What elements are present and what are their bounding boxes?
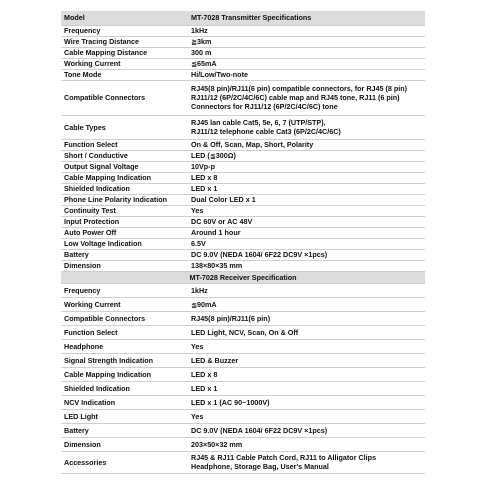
table-row bbox=[61, 311, 425, 325]
spec-value bbox=[188, 367, 425, 381]
spec-value-line: Yes bbox=[191, 341, 204, 351]
spec-value bbox=[188, 47, 425, 58]
spec-value bbox=[188, 249, 425, 260]
spec-value bbox=[188, 58, 425, 69]
spec-key: Cable Types bbox=[61, 115, 188, 139]
spec-value-line: 138×80×35 mm bbox=[191, 261, 243, 270]
spec-value bbox=[188, 36, 425, 47]
spec-key: Input Protection bbox=[61, 216, 188, 227]
spec-key: Short / Conductive bbox=[61, 150, 188, 161]
spec-value bbox=[188, 227, 425, 238]
table-row bbox=[61, 353, 425, 367]
spec-value-line: 1kHz bbox=[191, 285, 208, 295]
spec-value-line: 203×50×32 mm bbox=[191, 439, 243, 449]
spec-key: Dimension bbox=[61, 260, 188, 271]
spec-value-line: RJ11/12 telephone cable Cat3 (6P/2C/4C/6C) bbox=[191, 127, 341, 136]
spec-key: Shielded Indication bbox=[61, 183, 188, 194]
spec-value-line: 6.5V bbox=[191, 239, 206, 248]
spec-key: Cable Mapping Indication bbox=[61, 367, 188, 381]
spec-key: Cable Mapping Indication bbox=[61, 172, 188, 183]
spec-value bbox=[188, 437, 425, 451]
table-row bbox=[61, 249, 425, 260]
spec-value bbox=[188, 381, 425, 395]
spec-key: Compatible Connectors bbox=[61, 80, 188, 115]
table-row bbox=[61, 297, 425, 311]
spec-value bbox=[188, 139, 425, 150]
spec-value bbox=[188, 297, 425, 311]
spec-value bbox=[188, 172, 425, 183]
spec-value-line: LED Light, NCV, Scan, On & Off bbox=[191, 327, 299, 337]
spec-key: Function Select bbox=[61, 325, 188, 339]
spec-key: Dimension bbox=[61, 437, 188, 451]
spec-value-line: 300 m bbox=[191, 48, 212, 57]
table-row bbox=[61, 437, 425, 451]
table-row bbox=[61, 36, 425, 47]
spec-key: Shielded Indication bbox=[61, 381, 188, 395]
spec-value bbox=[188, 80, 425, 115]
table-row bbox=[61, 283, 425, 297]
spec-value-line: RJ45 & RJ11 Cable Patch Cord, RJ11 to Alligator Clips bbox=[191, 453, 377, 462]
spec-value bbox=[188, 423, 425, 437]
spec-value bbox=[188, 161, 425, 172]
table-row bbox=[61, 150, 425, 161]
table-row bbox=[61, 80, 425, 115]
table-row bbox=[61, 161, 425, 172]
table-row bbox=[61, 260, 425, 271]
spec-value-line: Around 1 hour bbox=[191, 228, 241, 237]
spec-key: Frequency bbox=[61, 283, 188, 297]
table-row bbox=[61, 172, 425, 183]
spec-value-line: ≧3km bbox=[191, 37, 212, 46]
spec-key: Headphone bbox=[61, 339, 188, 353]
spec-value-line: Headphone, Storage Bag, User's Manual bbox=[191, 462, 329, 471]
spec-value bbox=[188, 283, 425, 297]
spec-value-line: Hi/Low/Two-note bbox=[191, 70, 248, 79]
table-row bbox=[61, 115, 425, 139]
table-row bbox=[61, 451, 425, 473]
spec-key: Accessories bbox=[61, 451, 188, 473]
spec-value-line: ≦90mA bbox=[191, 299, 217, 309]
spec-value-line: DC 9.0V (NEDA 1604/ 6F22 DC9V ×1pcs) bbox=[191, 250, 328, 259]
spec-key: Low Voltage Indication bbox=[61, 238, 188, 249]
table-row bbox=[61, 409, 425, 423]
transmitter-header-row bbox=[61, 11, 425, 25]
spec-key: Battery bbox=[61, 423, 188, 437]
spec-value bbox=[188, 409, 425, 423]
spec-key: Working Current bbox=[61, 58, 188, 69]
table-row bbox=[61, 325, 425, 339]
table-row bbox=[61, 367, 425, 381]
spec-key: Function Select bbox=[61, 139, 188, 150]
receiver-section-row bbox=[61, 271, 425, 283]
spec-value-line: LED x 8 bbox=[191, 173, 218, 182]
spec-value bbox=[188, 183, 425, 194]
table-row bbox=[61, 205, 425, 216]
spec-value bbox=[188, 311, 425, 325]
spec-value-line: DC 60V or AC 48V bbox=[191, 217, 253, 226]
spec-value-line: LED & Buzzer bbox=[191, 355, 239, 365]
spec-value bbox=[188, 69, 425, 80]
spec-value-line: Connectors for RJ11/12 (6P/2C/4C/6C) tone bbox=[191, 102, 338, 111]
table-row bbox=[61, 423, 425, 437]
spec-table-body bbox=[61, 11, 425, 473]
spec-value-line: Dual Color LED x 1 bbox=[191, 195, 256, 204]
spec-value bbox=[188, 325, 425, 339]
table-row bbox=[61, 139, 425, 150]
spec-key: Compatible Connectors bbox=[61, 311, 188, 325]
spec-value bbox=[188, 339, 425, 353]
spec-key: Signal Strength Indication bbox=[61, 353, 188, 367]
spec-value bbox=[188, 238, 425, 249]
table-row bbox=[61, 25, 425, 36]
spec-key: LED Light bbox=[61, 409, 188, 423]
spec-value-line: ≦65mA bbox=[191, 59, 217, 68]
spec-value-line: RJ45(8 pin)/RJ11(6 pin) bbox=[191, 313, 271, 323]
spec-value-line: 10Vp-p bbox=[191, 162, 215, 171]
spec-value-line: RJ45 lan cable Cat5, 5e, 6, 7 (UTP/STP), bbox=[191, 118, 326, 127]
table-row bbox=[61, 238, 425, 249]
spec-value bbox=[188, 25, 425, 36]
table-row bbox=[61, 227, 425, 238]
spec-value-line: LED x 8 bbox=[191, 369, 218, 379]
spec-value bbox=[188, 451, 425, 473]
spec-key: Working Current bbox=[61, 297, 188, 311]
spec-key: Tone Mode bbox=[61, 69, 188, 80]
spec-key: Auto Power Off bbox=[61, 227, 188, 238]
table-row bbox=[61, 339, 425, 353]
spec-value-line: Yes bbox=[191, 206, 204, 215]
spec-value-line: LED x 1 (AC 90~1000V) bbox=[191, 397, 270, 407]
spec-value bbox=[188, 150, 425, 161]
spec-key: NCV Indication bbox=[61, 395, 188, 409]
spec-value-line: DC 9.0V (NEDA 1604/ 6F22 DC9V ×1pcs) bbox=[191, 425, 328, 435]
section-title: MT-7028 Receiver Specification bbox=[61, 271, 425, 283]
table-row bbox=[61, 194, 425, 205]
spec-value-line: 1kHz bbox=[191, 26, 208, 35]
spec-value-line: LED x 1 bbox=[191, 184, 218, 193]
spec-value bbox=[188, 205, 425, 216]
spec-key: Wire Tracing Distance bbox=[61, 36, 188, 47]
spec-value-line: Yes bbox=[191, 411, 204, 421]
spec-value bbox=[188, 395, 425, 409]
table-row bbox=[61, 381, 425, 395]
spec-key: Frequency bbox=[61, 25, 188, 36]
spec-key: Phone Line Polarity Indication bbox=[61, 194, 188, 205]
spec-key: Output Signal Voltage bbox=[61, 161, 188, 172]
table-row bbox=[61, 183, 425, 194]
spec-value-line: RJ11/12 (6P/2C/4C/6C) cable map and RJ45 tone, RJ11 (6 pin) bbox=[191, 93, 400, 102]
spec-value-line: RJ45(8 pin)/RJ11(6 pin) compatible connectors, for RJ45 (8 pin) bbox=[191, 84, 408, 93]
spec-value-line: LED (≦300Ω) bbox=[191, 151, 236, 160]
header-title-cell: MT-7028 Transmitter Specifications bbox=[188, 11, 425, 25]
spec-key: Continuity Test bbox=[61, 205, 188, 216]
spec-value-line: On & Off, Scan, Map, Short, Polarity bbox=[191, 140, 314, 149]
spec-value bbox=[188, 353, 425, 367]
table-row bbox=[61, 395, 425, 409]
spec-key: Battery bbox=[61, 249, 188, 260]
spec-value-line: LED x 1 bbox=[191, 383, 218, 393]
spec-table bbox=[61, 11, 425, 474]
spec-value bbox=[188, 115, 425, 139]
table-row bbox=[61, 216, 425, 227]
spec-key: Cable Mapping Distance bbox=[61, 47, 188, 58]
table-row bbox=[61, 69, 425, 80]
header-key-cell: Model bbox=[61, 11, 188, 25]
table-row bbox=[61, 58, 425, 69]
table-row bbox=[61, 47, 425, 58]
spec-value bbox=[188, 260, 425, 271]
spec-value bbox=[188, 194, 425, 205]
spec-value bbox=[188, 216, 425, 227]
